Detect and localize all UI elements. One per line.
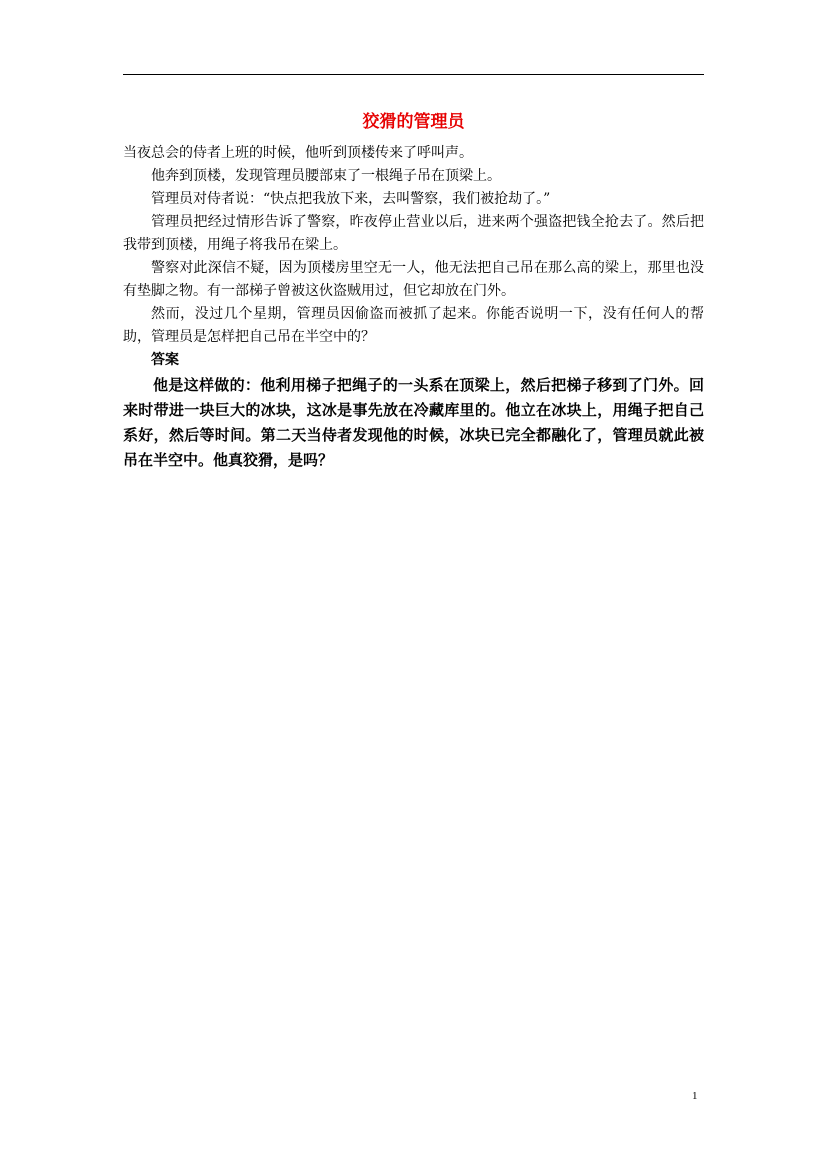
paragraph-1: 当夜总会的侍者上班的时候，他听到顶楼传来了呼叫声。	[123, 145, 473, 161]
paragraph-4: 管理员把经过情形告诉了警察，昨夜停止营业以后，进来两个强盗把钱全抢去了。然后把我带到顶楼，用绳子将我吊在梁上。	[123, 214, 704, 253]
answer-text: 他是这样做的：他利用梯子把绳子的一头系在顶梁上，然后把梯子移到了门外。回来时带进一块巨大的冰块，这冰是事先放在冷藏库里的。他立在冰块上，用绳子把自己系好，然后等时间。第二天当侍者发现他的时候，冰块已完全都融化了，管理员就此被吊在半空中。他真狡猾，是吗？	[123, 376, 704, 469]
page-number: 1	[692, 1090, 698, 1102]
paragraph-6: 然而，没过几个星期，管理员因偷盗而被抓了起来。你能否说明一下，没有任何人的帮助，管理员是怎样把自己吊在半空中的？	[123, 306, 704, 345]
header-rule	[123, 74, 704, 75]
paragraph-3: 管理员对侍者说：“快点把我放下来，去叫警察，我们被抢劫了。”	[151, 191, 551, 207]
page-title: 狡猾的管理员	[362, 112, 465, 132]
answer-label: 答案	[151, 352, 179, 368]
article-body	[123, 142, 704, 473]
paragraph-5: 警察对此深信不疑，因为顶楼房里空无一人，他无法把自己吊在那么高的梁上，那里也没有垫脚之物。有一部梯子曾被这伙盗贼用过，但它却放在门外。	[123, 260, 704, 299]
paragraph-2: 他奔到顶楼，发现管理员腰部束了一根绳子吊在顶梁上。	[151, 168, 501, 184]
